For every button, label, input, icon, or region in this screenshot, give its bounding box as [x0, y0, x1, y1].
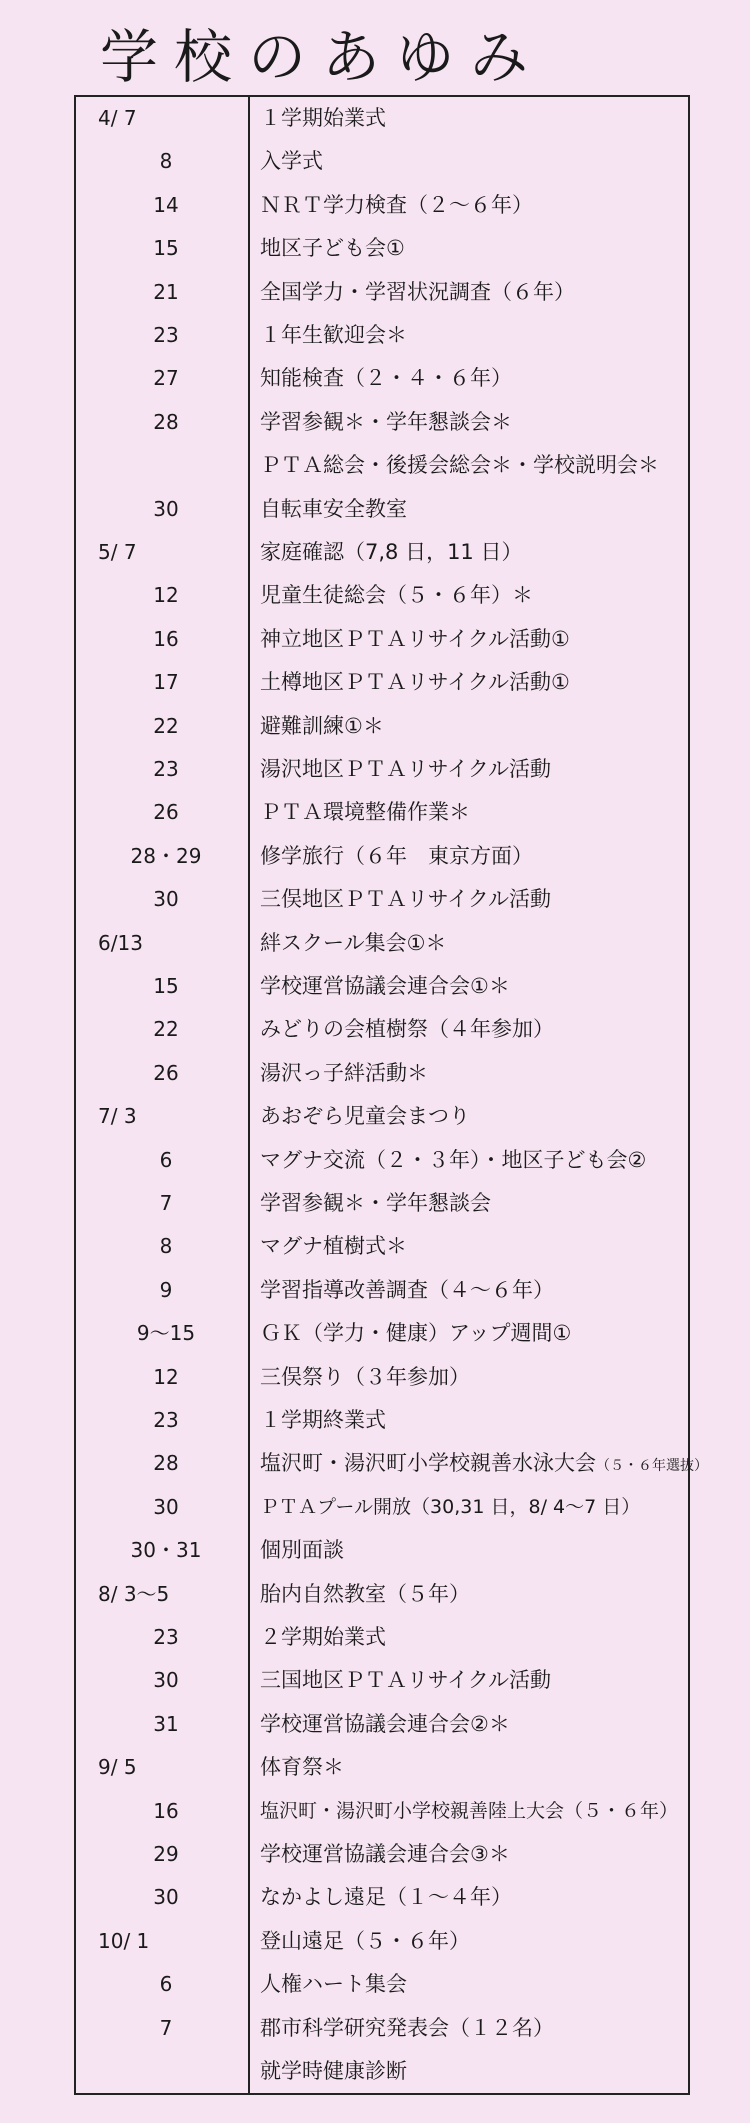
row-event: [260, 531, 522, 574]
row-date: 4/ 7: [98, 106, 137, 130]
row-event-text: ＰＴＡ総会・後援会総会＊・学校説明会＊: [260, 453, 659, 478]
row-event: [260, 488, 407, 531]
row-event-text: 避難訓練①＊: [260, 713, 384, 738]
row-event-text: 湯沢っ子絆活動＊: [260, 1060, 428, 1085]
row-event: [260, 2050, 407, 2093]
row-date: 15: [153, 974, 179, 998]
row-event: [260, 1573, 470, 1616]
table-row: [76, 1659, 688, 1702]
row-date: 16: [153, 1798, 179, 1823]
row-event: [260, 140, 323, 183]
row-event: [260, 1529, 344, 1572]
table-row: [76, 1095, 688, 1138]
row-event: [260, 97, 386, 140]
row-date: 6/13: [98, 930, 143, 955]
table-row: [76, 2050, 688, 2093]
table-row: [76, 488, 688, 531]
row-event-text: 郡市科学研究発表会（１２名）: [260, 2015, 554, 2040]
row-event-text: 知能検査（２・４・６年）: [260, 366, 512, 391]
row-date: 14: [153, 192, 179, 217]
table-row: [76, 1703, 688, 1746]
row-event-text: なかよし遠足（１～４年）: [260, 1885, 512, 1910]
row-event-text: １年生歓迎会＊: [260, 323, 407, 347]
table-row: [76, 661, 688, 704]
row-date: 9～15: [136, 1321, 196, 1346]
row-date: 7/ 3: [98, 1104, 137, 1129]
row-date: 22: [153, 1017, 179, 1042]
table-row: [76, 1312, 688, 1355]
row-event-text: 三国地区ＰＴＡリサイクル活動: [260, 1668, 552, 1693]
row-event: [260, 1659, 551, 1702]
row-date: 17: [153, 670, 179, 695]
table-row: [76, 2007, 688, 2050]
row-date: 10/ 1: [98, 1928, 150, 1953]
row-date: 6: [159, 1147, 173, 1172]
row-event: [260, 1486, 640, 1529]
table-row: [76, 1269, 688, 1312]
row-event: [260, 1095, 470, 1138]
row-date: 7: [159, 2015, 173, 2040]
row-event-text: マグナ交流（２・３年）・地区子ども会②: [260, 1147, 647, 1172]
row-event-text: ２学期始業式: [260, 1625, 386, 1649]
row-event-text: 三俣地区ＰＴＡリサイクル活動: [260, 887, 552, 912]
row-event: [260, 1052, 428, 1095]
row-event-text: 人権ハート集会: [260, 1972, 407, 1997]
table-row: [76, 1139, 688, 1182]
table-row: [76, 271, 688, 314]
row-date: 12: [153, 583, 179, 608]
table-row: [76, 1182, 688, 1225]
row-event: [260, 1833, 510, 1876]
row-event-text: 学校運営協議会連合会②＊: [260, 1711, 510, 1736]
row-date: 23: [153, 757, 179, 781]
row-date: 28: [153, 1451, 179, 1476]
row-event: [260, 1876, 512, 1919]
row-date: 28・29: [130, 843, 202, 868]
row-date: 30: [153, 496, 179, 521]
table-row: [76, 1616, 688, 1659]
table-row: [76, 314, 688, 357]
row-event-text: ＮＲＴ学力検査（２～６年）: [260, 192, 533, 217]
table-row: [76, 748, 688, 791]
row-event-text: 修学旅行（６年 東京方面）: [260, 843, 533, 868]
row-event-text: 塩沢町・湯沢町小学校親善水泳大会: [260, 1451, 596, 1476]
row-event-text: あおぞら児童会まつり: [260, 1104, 470, 1129]
row-date: 12: [153, 1364, 179, 1389]
row-event-text: 入学式: [260, 149, 323, 174]
row-event: [260, 1225, 407, 1268]
table-row: [76, 1052, 688, 1095]
table-row: [76, 705, 688, 748]
table-row: [76, 357, 688, 400]
row-event: [260, 1356, 470, 1399]
row-event-text: 神立地区ＰＴＡリサイクル活動①: [260, 626, 570, 651]
row-date: 30: [153, 1885, 179, 1910]
row-event-text: 家庭確認（7,8 日，11 日）: [260, 540, 523, 564]
table-row: [76, 1746, 688, 1789]
row-date: 5/ 7: [98, 540, 137, 564]
row-date: 9/ 5: [98, 1755, 137, 1780]
row-event-text: ＰＴＡプール開放（30,31 日，8/ 4～7 日）: [260, 1495, 641, 1518]
row-event: [260, 748, 551, 791]
row-event-text: 塩沢町・湯沢町小学校親善陸上大会（５・６年）: [260, 1799, 679, 1822]
row-date: 31: [153, 1711, 179, 1736]
row-event-text: 児童生徒総会（５・６年）＊: [260, 583, 533, 608]
table-row: [76, 184, 688, 227]
table-row: [76, 97, 688, 140]
row-date: 30: [153, 1494, 179, 1519]
row-event: [260, 661, 570, 704]
table-row: [76, 1008, 688, 1051]
row-date: 30: [153, 1668, 179, 1693]
row-date: 23: [153, 1408, 179, 1432]
row-event-text: ＰＴＡ環境整備作業＊: [260, 800, 470, 825]
row-event: [260, 1703, 510, 1746]
table-row: [76, 922, 688, 965]
table-row: [76, 444, 688, 487]
table-row: [76, 1356, 688, 1399]
row-date: 23: [153, 323, 179, 347]
row-event-text: 学校運営協議会連合会①＊: [260, 974, 510, 998]
row-date: 22: [153, 713, 179, 738]
row-event-text: 体育祭＊: [260, 1755, 344, 1780]
row-event-note: （５・６年選抜）: [596, 1458, 708, 1475]
row-event: [260, 965, 510, 1008]
table-row: [76, 791, 688, 834]
row-event: [260, 574, 533, 617]
table-row: [76, 1225, 688, 1268]
row-event-text: １学期始業式: [260, 106, 386, 130]
row-event-text: 三俣祭り（３年参加）: [260, 1364, 470, 1389]
row-event-text: 学校運営協議会連合会③＊: [260, 1842, 510, 1866]
table-row: [76, 140, 688, 183]
row-event: [260, 1312, 571, 1355]
row-event: [260, 618, 570, 661]
row-event-text: 就学時健康診断: [260, 2059, 407, 2083]
row-date: 8: [159, 149, 173, 174]
row-event: [260, 791, 470, 834]
schedule-table: [74, 95, 708, 2095]
row-date: 30: [153, 887, 179, 912]
row-event-text: 土樽地区ＰＴＡリサイクル活動①: [260, 670, 570, 695]
table-row: [76, 1529, 688, 1572]
table-row: [76, 531, 688, 574]
table-row: [76, 574, 688, 617]
table-row: [76, 965, 688, 1008]
row-date: 26: [153, 800, 179, 825]
row-event: [260, 1746, 344, 1789]
row-event-text: 学習参観＊・学年懇談会: [260, 1191, 491, 1215]
row-date: 15: [153, 236, 179, 261]
row-event-text: 絆スクール集会①＊: [260, 930, 447, 955]
table-row: [76, 227, 688, 270]
table-row: [76, 1573, 688, 1616]
row-date: 21: [153, 279, 179, 304]
row-event: [260, 1399, 386, 1442]
page-title: 学校のあゆみ: [100, 23, 545, 91]
row-event: [260, 1008, 554, 1051]
row-event-text: 学習参観＊・学年懇談会＊: [260, 409, 512, 434]
row-event: [260, 1790, 678, 1833]
row-date: 27: [153, 366, 179, 391]
row-event: [260, 1269, 554, 1312]
row-event-text: ＧＫ（学力・健康）アップ週間①: [260, 1321, 572, 1346]
row-event-text: マグナ植樹式＊: [260, 1234, 407, 1259]
row-date: 16: [153, 626, 179, 651]
row-event: [260, 1616, 386, 1659]
row-date: 9: [159, 1277, 173, 1302]
row-event: [260, 1139, 646, 1182]
row-date: 7: [159, 1191, 173, 1215]
row-event: [260, 878, 551, 921]
row-event: [260, 444, 659, 487]
row-event: [260, 314, 407, 357]
row-date: 28: [153, 409, 179, 434]
row-event: [260, 1442, 708, 1488]
row-event: [260, 2007, 554, 2050]
table-row: [76, 1963, 688, 2006]
row-date: 29: [153, 1842, 179, 1866]
row-event: [260, 1963, 407, 2006]
row-event: [260, 835, 533, 878]
row-date: 6: [159, 1972, 173, 1997]
table-row: [76, 1920, 688, 1963]
row-event: [260, 357, 512, 400]
row-date: 30・31: [130, 1538, 202, 1563]
table-row: [76, 1399, 688, 1442]
table-row: [76, 1876, 688, 1919]
row-event: [260, 922, 446, 965]
row-event: [260, 1920, 470, 1963]
row-date: 26: [153, 1060, 179, 1085]
row-date: 8/ 3～5: [98, 1581, 170, 1606]
row-event: [260, 401, 512, 444]
row-event-text: 登山遠足（５・６年）: [260, 1928, 470, 1953]
table-row: [76, 1486, 688, 1529]
table-row: [76, 878, 688, 921]
row-event: [260, 705, 384, 748]
row-event: [260, 271, 575, 314]
row-event-text: 湯沢地区ＰＴＡリサイクル活動: [260, 757, 552, 781]
row-event-text: 学習指導改善調査（４～６年）: [260, 1277, 554, 1302]
row-event-text: 個別面談: [260, 1538, 344, 1563]
table-row: [76, 1790, 688, 1833]
table-row: [76, 1442, 708, 1485]
table-row: [76, 401, 688, 444]
row-date: 8: [159, 1234, 173, 1259]
row-event-text: 全国学力・学習状況調査（６年）: [260, 279, 575, 304]
row-event: [260, 184, 533, 227]
table-row: [76, 835, 688, 878]
table-row: [76, 618, 688, 661]
row-event-text: 胎内自然教室（５年）: [260, 1581, 470, 1606]
row-event: [260, 227, 405, 270]
row-date: 23: [153, 1625, 179, 1649]
row-event-text: 地区子ども会①: [260, 236, 405, 261]
row-event-text: １学期終業式: [260, 1408, 386, 1432]
row-event-text: 自転車安全教室: [260, 496, 407, 521]
row-event: [260, 1182, 491, 1225]
table-row: [76, 1833, 688, 1876]
row-event-text: みどりの会植樹祭（４年参加）: [260, 1017, 554, 1042]
